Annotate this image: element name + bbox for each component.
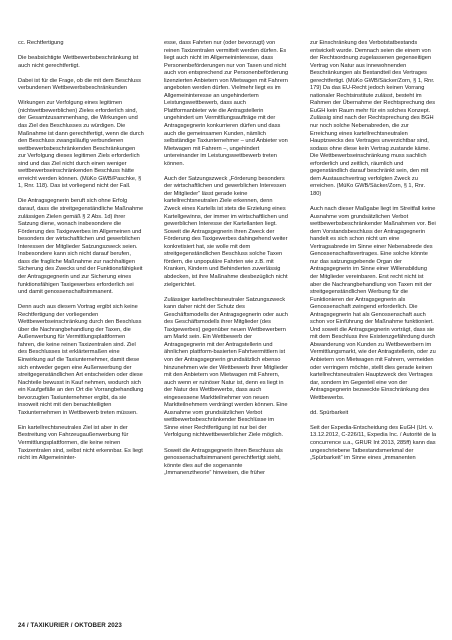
paragraph: Zulässiger kartellrechtsneutraler Satzungszweck kann daher nicht der Schutz des Geschäftsmodells der Antragsgegnerin oder auch des Geschäftsmodells ihrer Mitglieder (des Taxigewerbes) gegenüber neuen Wettbewerbern am Markt sein. Ein Wettbewerb der Antragsgegnerin mit der Antragstellerin und ähnlichen plattform-basierten Fahrtvermittlern ist von der Antragsgegnerin grundsätzlich ebenso hinzunehmen wie der Wettbewerb ihrer Mitglieder mit den Anbietern von Mietwagen mit Fahrern, auch wenn er ruinöser Natur ist, denn es liegt in der Natur des Wettbewerbs, dass auch eingesessene Marktteilnehmer von neuen Marktteilnehmern verdrängt werden können. Eine Ausnahme vom grundsätzlichen Verbot wettbewerbsbeschränkender Beschlüsse im Sinne einer Rechtfertigung ist nur bei der Verfolgung nichtwettbewerblicher Ziele möglich. (164, 296, 289, 439)
paragraph: Seit der Expedia-Entscheidung des EuGH (Urt. v. 13.12.2012, C-226/11, Expedia Inc. / Autorité de la concurrence u.a., GRUR Int 2013, 285ff) kann das ungeschriebene Tatbestandsmerkmal der „Spürbarkeit“ im Sinne eines „immanenten (310, 424, 436, 462)
paragraph: Wirkungen zur Verfolgung eines legitimen (nichtwettbewerblichen) Zieles erforderlich sind, der Gesamtzusammenhang, die Wirkungen und das Ziel des Beschlusses zu würdigen. Die Maßnahme ist dann gerechtfertigt, wenn die durch den Beschluss zwangsläufig verbundenen wettbewerbsbeschränkenden Beschränkungen zur Verfolgung dieses legitimen Ziels erforderlich sind und das Ziel nicht durch einen weniger wettbewerbseinschränkenden Beschluss hätte erreicht werden können. (MüKo GWB/Paschke, § 1, Rnr. 118). Das ist vorliegend nicht der Fall. (18, 100, 144, 190)
page-footer: 24 / TAXIKURIER / OKTOBER 2023 (18, 622, 122, 629)
text-column-2 (164, 40, 290, 478)
paragraph: Denn auch aus diesem Vortrag ergibt sich keine Rechtfertigung der vorliegenden Wettbewerbseinschränkung durch den Beschluss über die Nachrangbehandlung der Taxen, die Außenwerbung für Vermittlungsplattformen fahren, die keine reinen Taxizentralen sind. Ziel des Beschlusses ist erklärtermaßen eine Einwirkung auf die Taxiunternehmer, damit diese sich entweder gegen eine Außenwerbung der streitgegenständlichen Art entscheiden oder diese Nachteile bewusst in Kauf nehmen, wodurch sich ein Kaufgefälle an den Ort die Vorrangbehandlung bevorzugten Taxiunternehmer ergibt, da sie insoweit nicht mit den benachteiligten Taxiunternehmen in Wettbewerb treten müssen. (18, 304, 144, 416)
section-heading: dd. Spürbarkeit (310, 409, 349, 416)
text-column-3 (310, 40, 436, 463)
paragraph: Ein kartellrechtsneutrales Ziel ist aber in der Bestreitung von Fahrzeugaußenwerbung für Vermittlungsplattformen, die keine reinen Taxizentralen sind, selbst nicht erkennbar. Es liegt nicht im Allgemeininter- (18, 424, 143, 462)
paragraph: Soweit die Antragsgegnerin ihren Beschluss als genossenschaftsimmanent gerechtfertigt sieht, könnte dies auf die sogenannte „Immanenztheorie“ hinweisen, die früher (164, 447, 283, 477)
section-heading: cc. Rechtfertigung (18, 40, 64, 46)
paragraph: zur Einschränkung des Verbotstatbestands entwickelt wurde. Demnach seien die einem von der Rechtsordnung zugelassenen gegenseitigen Vertrag von Natur aus innewohnenden Beschränkungen als Bestandteil des Vertrages gerechtfertigt. (MüKo GWB/Säcker/Zorn, § 1, Rnr. 179) Da das EU-Recht jedoch keinen Vorrang nationaler Rechtsinstitute zulässt, besteht im Rahmen der Übernahme der Rechtsprechung des EuGH kein Raum mehr für ein solches Konzept. Zulässig sind nach der Rechtsprechung des BGH nur noch solche Nebenabreden, die zur Erreichung eines kartellrechtsneutralen Hauptzwecks des Vertrages unverzichtbar sind, sodass ohne diese kein Vertrag zustande käme. Die Wettbewerbseinschränkung muss sachlich erforderlich und zeitlich, räumlich und gegenständlich darauf beschränkt sein, den mit dem Austauschvertrag verfolgten Zweck zu erreichen. (MüKo GWB/Säcker/Zorn, § 1, Rnr. 180) (310, 40, 436, 197)
paragraph: Auch der Satzungszweck „Förderung besonders der wirtschaftlichen und gewerblichen Interessen der Mitglieder“ lässt gerade keine kartellrechtsneutralen Ziele erkennen, denn Zweck eines Kartells ist stets die Erzielung eines Kartellgewinns, der immer im wirtschaftlichen und gewerblichen Interesse der Kartellanten liegt. Soweit die Antragsgegnerin ihren Zweck der Förderung des Taxigewerbes dahingehend weiter konkretisiert hat, sie wolle mit dem streitgegenständlichen Beschluss solche Taxen fördern, die unpopuläre Fahrten wie z.B. mit Kranken, Kindern und Behinderten zuverlässig abdecken, ist ihre Maßnahme diesbezüglich nicht zielgerichtet. (164, 175, 288, 288)
text-column-1 (18, 40, 144, 463)
paragraph: esse, dass Fahrten nur (oder bevorzugt) von reinen Taxizentralen vermittelt werden dürfen. Es liegt auch nicht im Allgemeininteresse, dass Personenbeförderungen nur von Taxen und nicht auch von entsprechend zur Personenbeförderung lizenzierten Anbietern von Mietwagen mit Fahrern angeboten werden dürfen. Vielmehr liegt es im Allgemeininteresse an ungehindertem Leistungswettbewerb, dass auch Plattformanbieter wie die Antragstellerin ungehindert um Vermittlungsaufträge mit der Antragsgegnerin konkurrieren dürfen und dass auch die gemeinsamen Kunden, nämlich selbständige Taxiunternehmer – und Anbieter von Mietwagen mit Fahrern –, ungehindert untereinander im Leistungswettbewerb treten können. (164, 40, 289, 167)
paragraph: Auch nach dieser Maßgabe liegt im Streitfall keine Ausnahme vom grundsätzlichen Verbot wettbewerbsbeschränkender Maßnahmen vor. Bei dem Vorstandsbeschluss der Antragsgegnerin handelt es sich schon nicht um eine Vertragsabrede im Sinne einer Nebenabrede des Genossenschaftsvertrages. Eine solche könnte nur das satzungsgebende Organ der Antragsgegnerin im Sinne einer Willensbildung der Mitglieder vereinbaren. Erst recht nicht ist aber die Nachrangbehandlung von Taxen mit der streitgegenständlichen Werbung für die Funktionieren der Antragsgegnerin als Genossenschaft zwingend erforderlich. Die Antragsgegnerin hat als Genossenschaft auch schon vor Einführung der Maßnahme funktioniert. Und soweit die Antragsgegnerin vorträgt, dass sie mit dem Beschluss ihre Existenzgefährdung durch Abwanderung von Kunden zu Wettbewerbern im Vermittlungsmarkt, wie der Antragstellerin, oder zu Anbietern von Mietwagen mit Fahrern, vermeiden oder verringern möchte, stellt dies gerade keinen kartellrechtsneutralen Hauptzweck des Vertrages dar, sondern im Gegenteil eine von der Antragsgegnerin bezweckte Einschränkung des Wettbewerbs. (310, 206, 436, 401)
paragraph: Dabei ist für die Frage, ob die mit dem Beschluss verbundenen Wettbewerbsbeschränkunden (18, 77, 141, 92)
paragraph: Die beabsichtigte Wettbewerbsbeschränkung ist auch nicht gerechtfertigt. (18, 55, 139, 69)
paragraph: Die Antragsgegnerin beruft sich ohne Erfolg darauf, dass die streitgegenständliche Maßnahme zulässigen Zielen gemäß § 2 Abs. 1d) ihrer Satzung diene, wonach insbesondere die Förderung des Taxigewerbes im Allgemeinen und besonders der wirtschaftlichen und gewerblichen Interessen der Mitglieder Satzungszweck seien. Insbesondere kann sich nicht darauf berufen, dass die fragliche Maßnahme zur nachhaltigen Sicherung des Zwecks und der Funktionsfähigkeit der Antragsgegnerin und zur Sicherung eines funktionsfähigen Taxigewerbes erforderlich sei und damit genossenschaftsimmanent. (18, 198, 144, 296)
